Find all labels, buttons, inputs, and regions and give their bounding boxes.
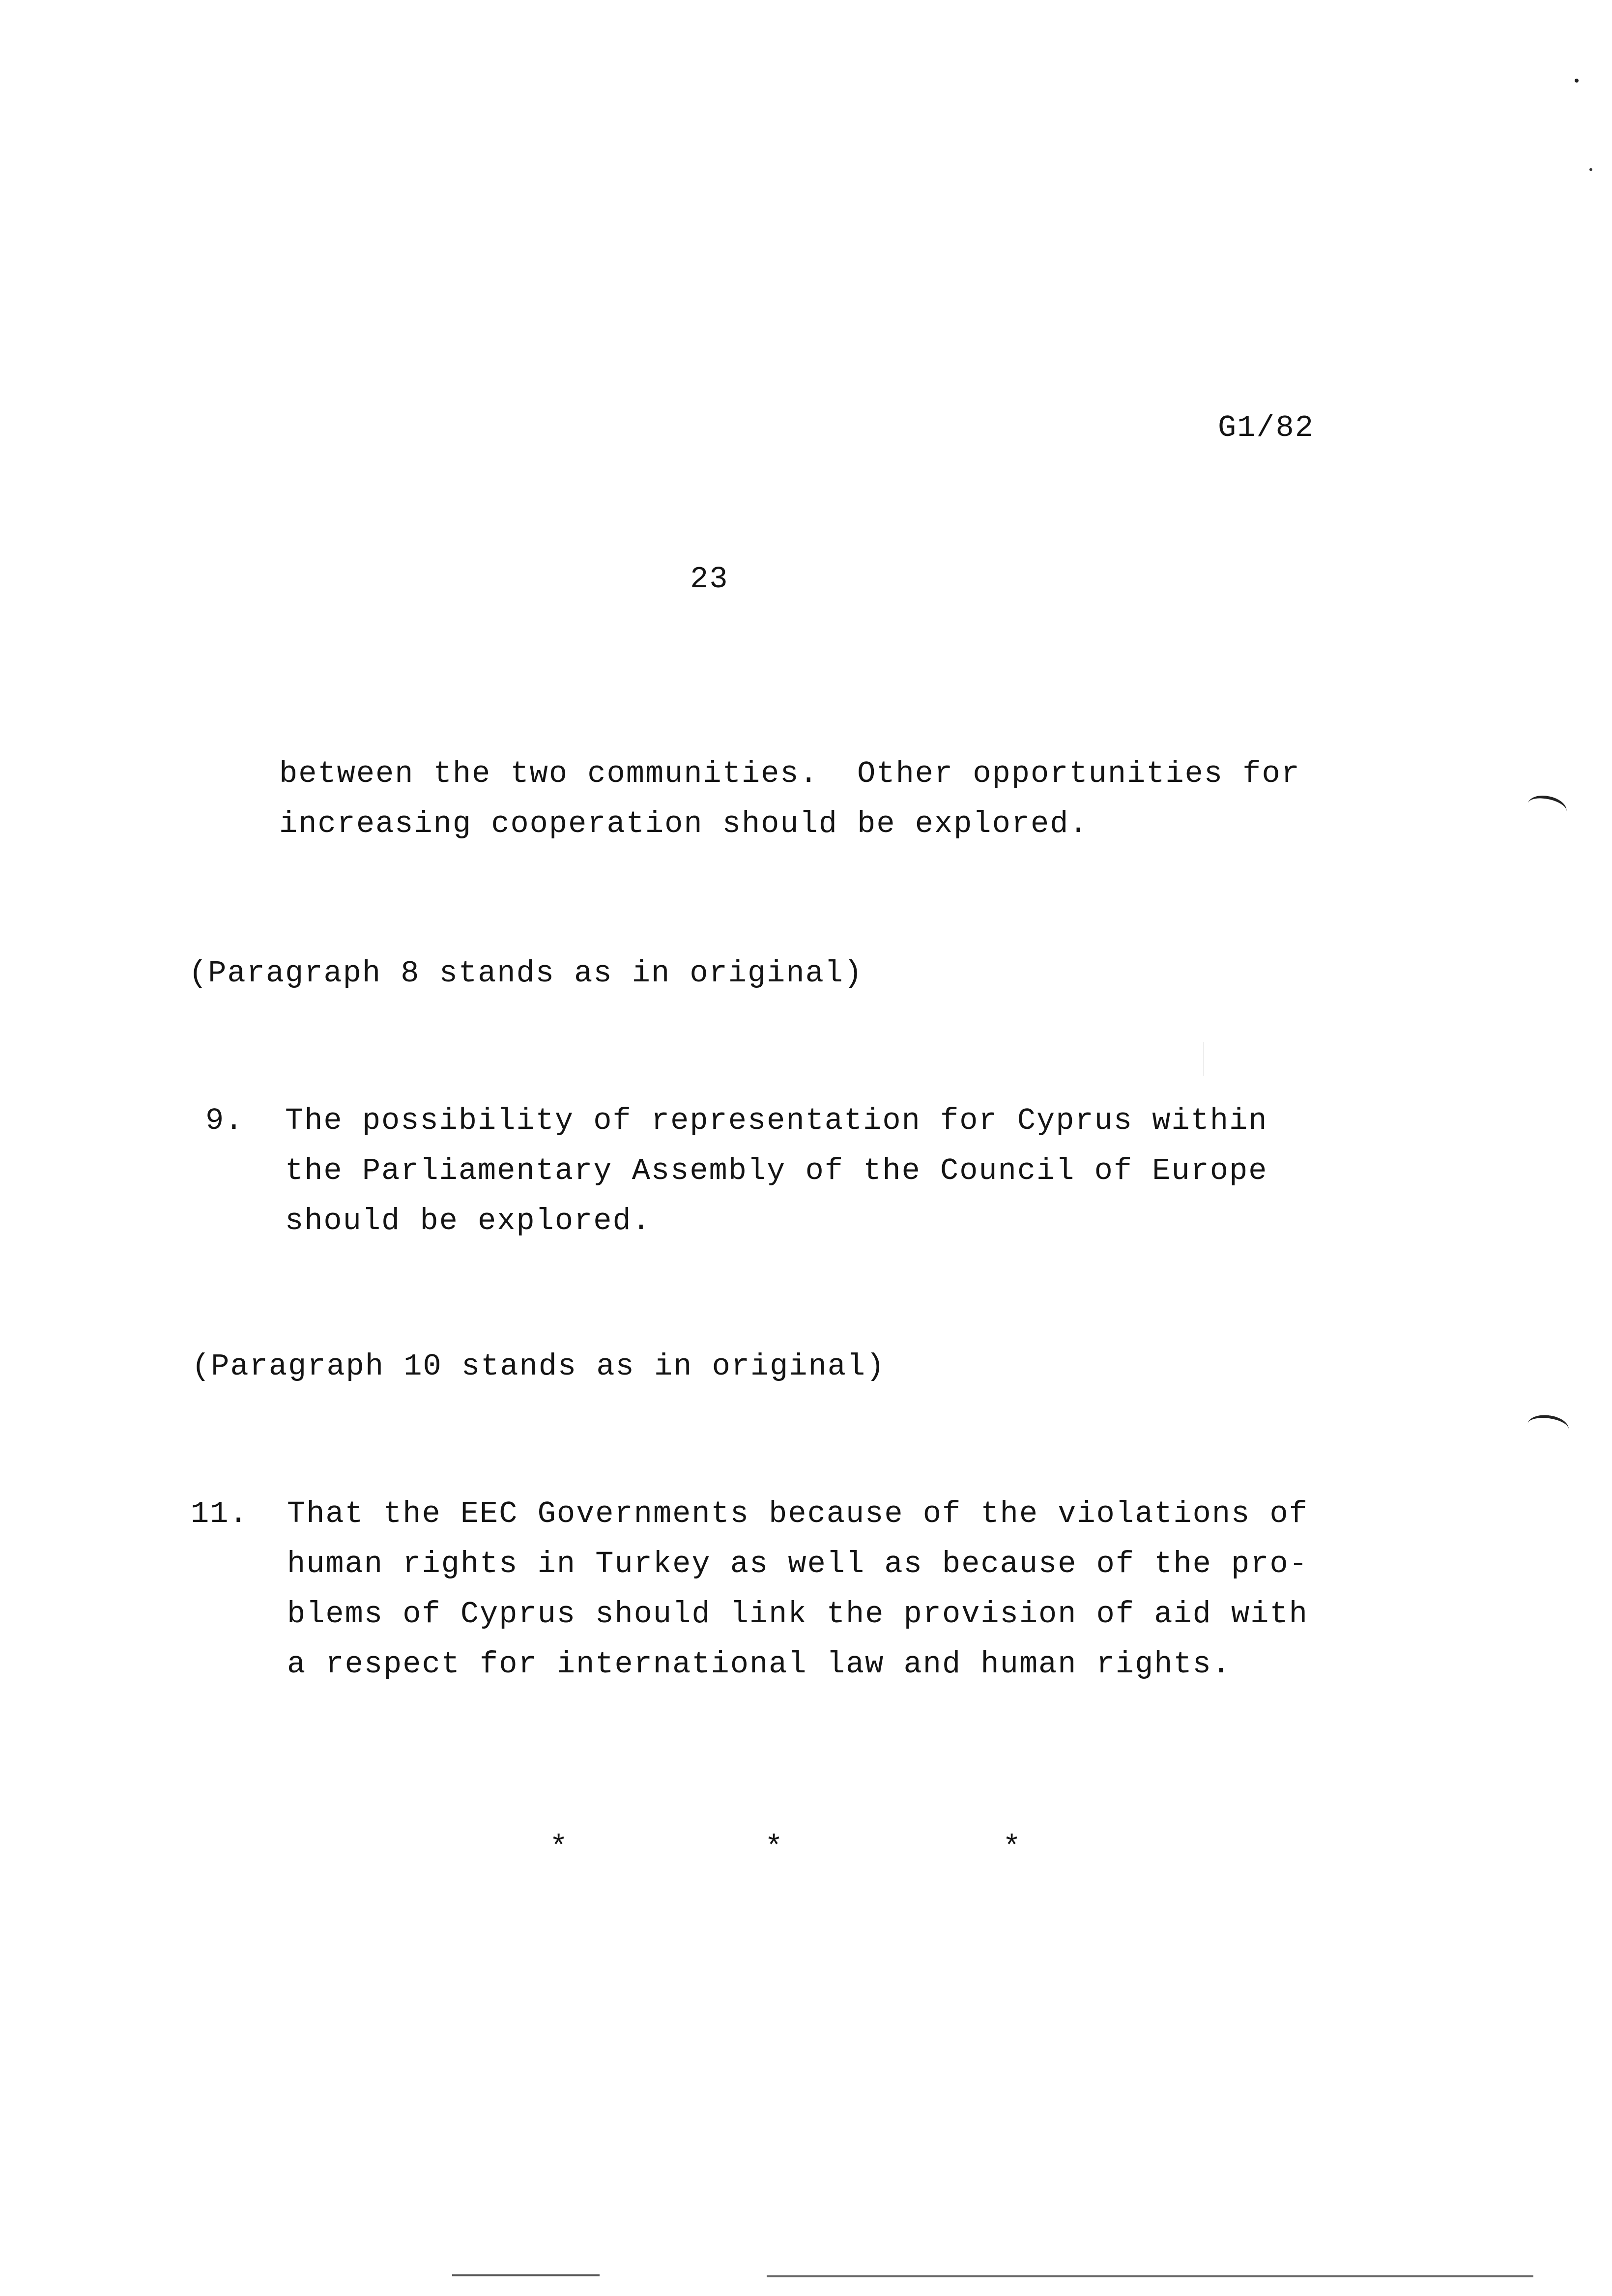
text-line: blems of Cyprus should link the provision of aid with <box>287 1597 1308 1632</box>
text-line: should be explored. <box>285 1204 651 1238</box>
note-paragraph-8: (Paragraph 8 stands as in original) <box>189 956 864 991</box>
note-paragraph-10: (Paragraph 10 stands as in original) <box>192 1349 886 1384</box>
paragraph-11-number: 11. <box>191 1496 249 1531</box>
text-line: human rights in Turkey as well as because of the pro- <box>287 1547 1308 1581</box>
paragraph-9 <box>285 1096 1268 1246</box>
scan-speck <box>1589 168 1592 171</box>
continuation-paragraph <box>279 749 1300 849</box>
page-number: 23 <box>690 562 729 597</box>
text-line: a respect for international law and human rights. <box>287 1647 1232 1682</box>
section-separator <box>0 1828 1612 1867</box>
scan-streak <box>1203 1042 1204 1076</box>
paragraph-11 <box>287 1489 1308 1690</box>
text-line: between the two communities. Other opportunities for <box>279 756 1300 791</box>
binding-hole-mark <box>1526 1412 1570 1440</box>
footer-rule <box>767 2275 1533 2277</box>
scan-speck <box>1575 79 1579 83</box>
text-line: increasing cooperation should be explored. <box>279 806 1089 841</box>
separator-star: * <box>1003 1830 1021 1865</box>
text-line: the Parliamentary Assembly of the Council of Europe <box>285 1153 1268 1188</box>
paragraph-9-number: 9. <box>205 1103 244 1138</box>
binding-hole-mark <box>1526 792 1569 823</box>
text-line: That the EEC Governments because of the violations of <box>287 1496 1308 1531</box>
separator-star: * <box>549 1830 568 1865</box>
separator-star: * <box>765 1830 783 1865</box>
footer-rule <box>452 2274 600 2276</box>
document-reference: G1/82 <box>1218 410 1315 445</box>
text-line: The possibility of representation for Cyprus within <box>285 1103 1268 1138</box>
